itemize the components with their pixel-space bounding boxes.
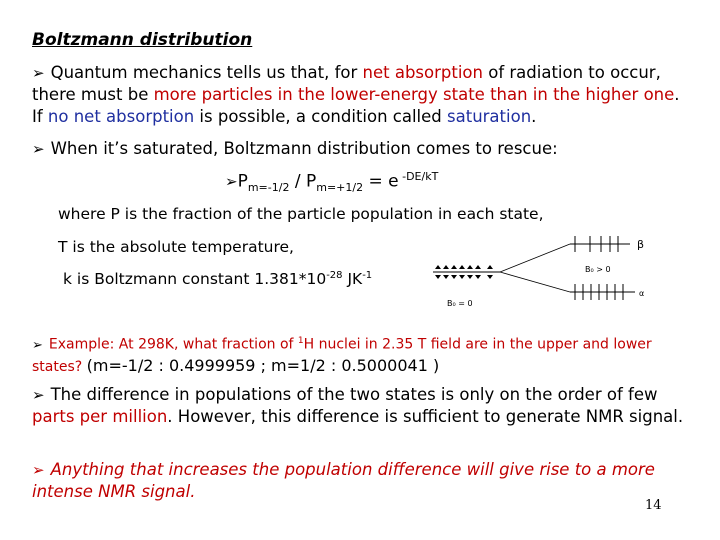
arrow-bullet-icon: ➢	[32, 386, 45, 404]
energy-level-diagram	[425, 232, 665, 312]
field-on-label: B₀ > 0	[585, 265, 611, 274]
arrow-bullet-icon: ➢	[32, 64, 45, 82]
bullet-intense-signal: ➢ Anything that increases the population difference will give rise to a more intense NMR signal.	[32, 460, 655, 501]
bullet-population-difference: ➢ The difference in populations of the two states is only on the order of few parts per million. However, this difference is sufficient to generate NMR signal.	[32, 385, 684, 426]
bullet-saturation: ➢ When it’s saturated, Boltzmann distribution comes to rescue:	[32, 139, 558, 158]
split-line-lower	[500, 272, 570, 292]
arrow-bullet-icon: ➢	[32, 337, 43, 353]
arrow-bullet-icon: ➢	[32, 140, 45, 158]
definition-p: where P is the fraction of the particle population in each state,	[58, 205, 544, 223]
example-question: ➢ Example: At 298K, what fraction of $^1$H nuclei in 2.35 T field are in the upper and lower states? (m=-1/2 : 0.4999959 ; m=1/2 : 0.5000041 )	[32, 336, 652, 375]
arrow-bullet-icon: ➢	[32, 461, 45, 479]
definition-k: k is Boltzmann constant $1.381*10^{-28}$ $JK^{-1}$	[63, 270, 373, 289]
page-number: 14	[645, 498, 662, 513]
split-line-upper	[500, 244, 570, 272]
zero-field-label: B₀ = 0	[447, 299, 473, 308]
definition-t: T is the absolute temperature,	[58, 238, 294, 256]
arrow-bullet-icon: ➢	[225, 172, 238, 191]
boltzmann-formula: $➢P_{m=-1/2} / P_{m=+1/2} = e$ $^{-DE/kT}$	[225, 170, 439, 195]
alpha-label: α	[639, 289, 645, 298]
slide-title: Boltzmann distribution	[32, 30, 253, 50]
beta-label: β	[637, 238, 645, 251]
bullet-quantum-mechanics: ➢ Quantum mechanics tells us that, for net absorption of radiation to occur, there must be more particles in the lower-energy state than in the higher one. If no net absorption is possible, a condition called saturation.	[32, 63, 680, 126]
